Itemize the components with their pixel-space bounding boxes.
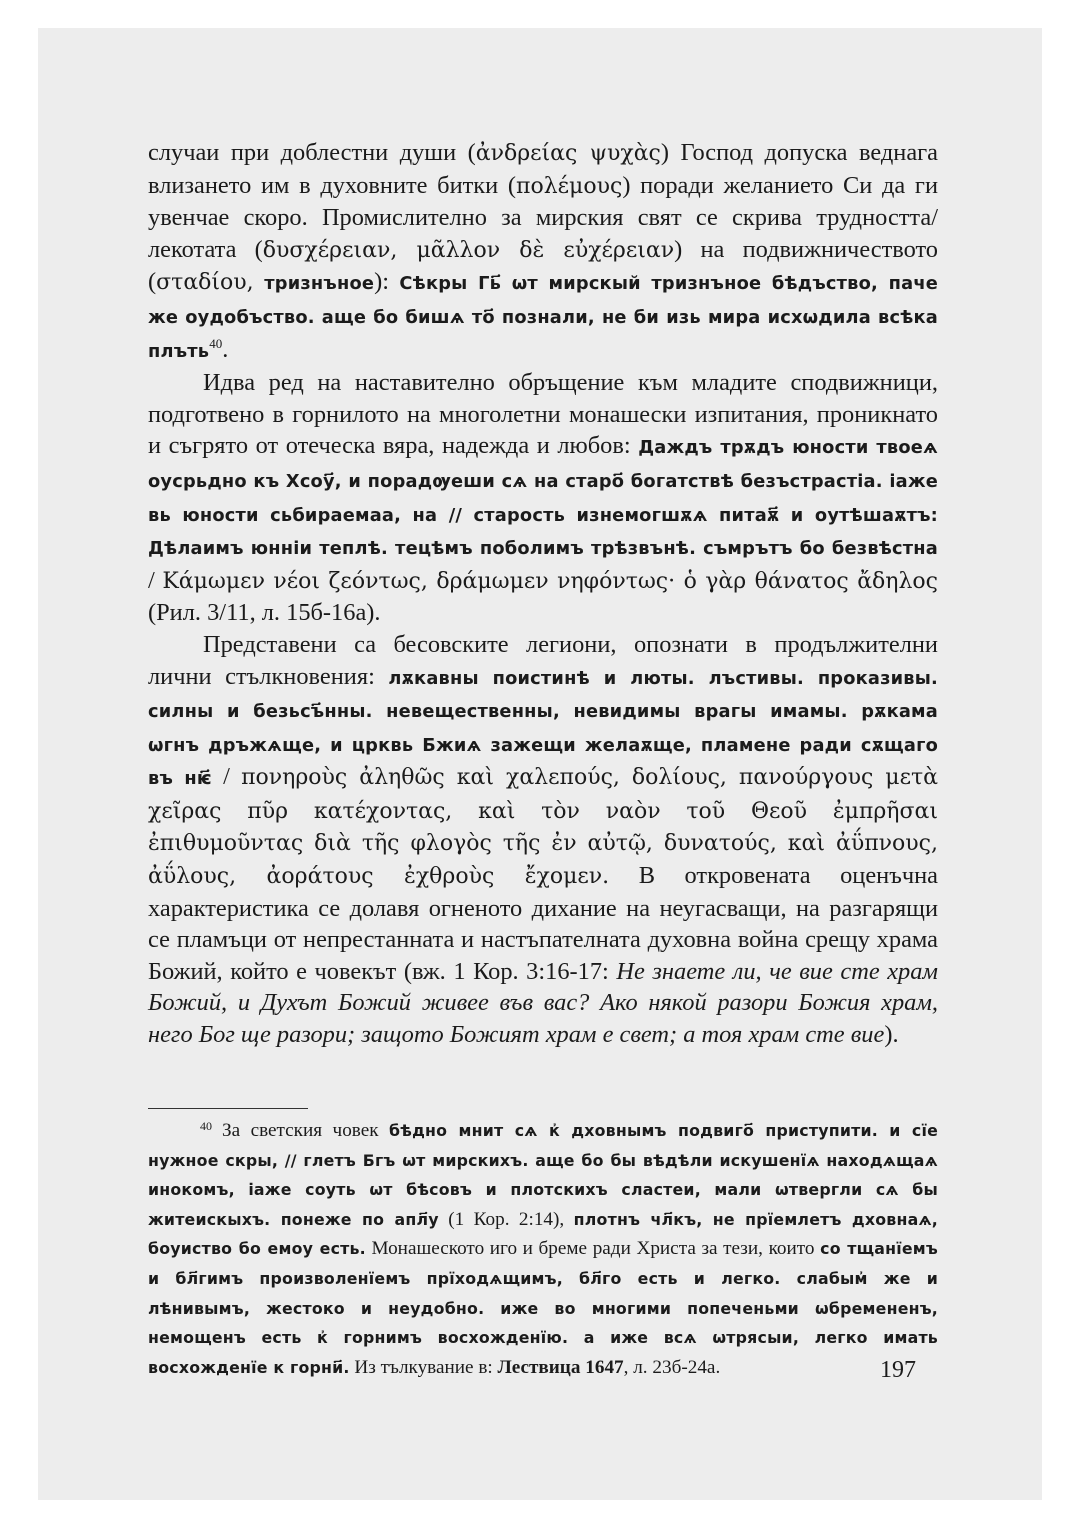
text-run: ) Господ допуска веднага влизането им в духовните битки ( <box>148 139 938 199</box>
church-slavonic-quote: со тщанїемъ и бл҃гимъ произволенїемъ прїходѧщимъ, бл҃го есть и легко. слабым҆ же и лѣнивымъ, жестоко и неудобно. иже во многими попеченьми ѡбремененъ, немощенъ есть к҆ горнимъ восхожденїю. а иже всѧ ѡтрясыи, легко имать восхожденїе к горни҃. <box>148 1239 938 1377</box>
text-run: Лествица 1647 <box>497 1356 624 1378</box>
church-slavonic-quote: плотнъ чл҃къ, не прїемлетъ дховнаѧ, боуиство бо емоу есть. <box>148 1209 938 1259</box>
footnote-number: 40 <box>200 1119 212 1133</box>
scripture-quote: Не знаете ли, че вие сте храм Божий, и Духът Божий живее във вас? Ако някой разори Божия храм, него Бог ще разори; защото Божият храм е свет; а тоя храм сте вие <box>148 957 938 1049</box>
text-run: / <box>148 566 163 594</box>
text-run: За светския човек <box>222 1120 390 1141</box>
church-slavonic-quote: бѣдно мнит сѧ к҆ дховнымъ подвиго҃ приступити. и сїе нужное скры, // глетъ Бгъ ѡт мирскихъ. аще бо бы вѣдѣли искушенїѧ находѧщаѧ инокомъ, іаже соуть ѡт бѣсовъ и плотскихъ сластеи, мали ѡтвергли сѧ бы житеискыхъ. понеже по апл҃у <box>148 1121 938 1229</box>
text-run: ) на подвижничеството ( <box>148 235 938 296</box>
footnote-ref: 40 <box>209 335 223 351</box>
church-slavonic-quote: тризнъное <box>253 273 375 295</box>
text-run: Из тълкувание в: <box>349 1356 498 1378</box>
text-run: , л. 23б-24а. <box>623 1356 721 1378</box>
text-run: . <box>222 335 229 363</box>
text-run: (Рил. 3/11, л. 15б-16а). <box>148 599 381 627</box>
text-run: ): <box>374 268 400 296</box>
paragraph <box>148 367 938 629</box>
text-run: (1 Кор. 2:14), <box>438 1208 574 1230</box>
text-run: Идва ред на наставително обръщение към младите сподвижници, подготвено в горнилото на многолетни монашески изпитания, проникнато и съгрято от отеческа вяра, надежда и любов: <box>148 369 938 460</box>
footnote-separator <box>148 1108 308 1109</box>
greek-quote: Κάμωμεν νέοι ζεόντως, δράμωμεν νηφόντως· ὁ γὰρ θάνατος ἄδηλος <box>162 568 938 594</box>
greek-quote: ἀνδρείας ψυχὰς <box>475 141 661 166</box>
church-slavonic-quote: лѫкавны поистинѣ и люты. лъстивы. проказивы. силны и безьсъ҃нны. невещественны, невидимы врагы имамы. рѫкама ѡгнъ дръжѧще, и црквь Бжиѧ зажещи желаѫще, пламене ради сѫщаго въ нѥ҃ <box>148 667 938 790</box>
paragraph <box>148 137 938 367</box>
text-run: случаи при доблестни души ( <box>148 139 476 166</box>
greek-quote: δυσχέρειαν, μᾶλλον δὲ εὐχέρειαν <box>262 237 675 263</box>
page-number: 197 <box>880 1357 916 1383</box>
church-slavonic-quote: Даждъ трѫдъ юности твоеѧ оусрьдно къ Хсоу҃, и порадѹеши сѧ на старо҃ богатствѣ безъстрастіа. іаже вь юности сьбираемаа, на // старость изнемогшѫѧ питаѫ҃ и оутѣшаѫтъ: Дѣлаимъ юнніи теплѣ. тецѣмъ поболимъ трѣзвънѣ. съмрътъ бо безвѣстна <box>148 437 938 560</box>
church-slavonic-quote: Сѣкры Гь҃ ѡт мирскый тризнъное бѣдъство, паче же оудобъство. аще бо бишѧ то҃ познали, не би изь мира исхѡдила всѣка плъть <box>148 273 938 362</box>
paragraph <box>148 629 938 1051</box>
text-run: Представени са бесовските легиони, опознати в продължителни лични стълкновения: <box>148 630 938 690</box>
text-run: ) поради желанието Си да ги увенчае скоро. Промислително за мирския свят се скрива трудността/лекотата ( <box>148 171 938 263</box>
greek-quote: σταδίου, <box>156 270 254 296</box>
text-run: ). <box>884 1021 899 1049</box>
text-run: Монашеското иго и бреме ради Христа за тези, които <box>365 1238 821 1260</box>
text-run: / <box>212 763 242 791</box>
greek-quote: πολέμους <box>516 173 623 199</box>
greek-quote: πονηροὺς ἀληθῶς καὶ χαλεπούς, δολίους, πανούργους μετὰ χεῖρας πῦρ κατέχοντας, καὶ τὸν ναὸν τοῦ Θεοῦ ἐμπρῆσαι ἐπιθυμοῦντας διὰ τῆς φλογὸς τῆς ἐν αὐτῷ, δυνατούς, καὶ ἀΰπνους, ἀΰλους, ἀοράτους ἐχθροὺς ἔχομεν. <box>148 765 939 890</box>
footnote-40 <box>148 1112 938 1382</box>
body-text <box>148 137 938 1051</box>
text-run: В откровената оценъчна характеристика се долавя огненото дихание на неугасващи, на разгарящи се пламъци от непрестанната и настъпателната духовна война срещу храма Божий, който е човекът (вж. 1 Кор. 3:16-17: <box>148 862 938 985</box>
